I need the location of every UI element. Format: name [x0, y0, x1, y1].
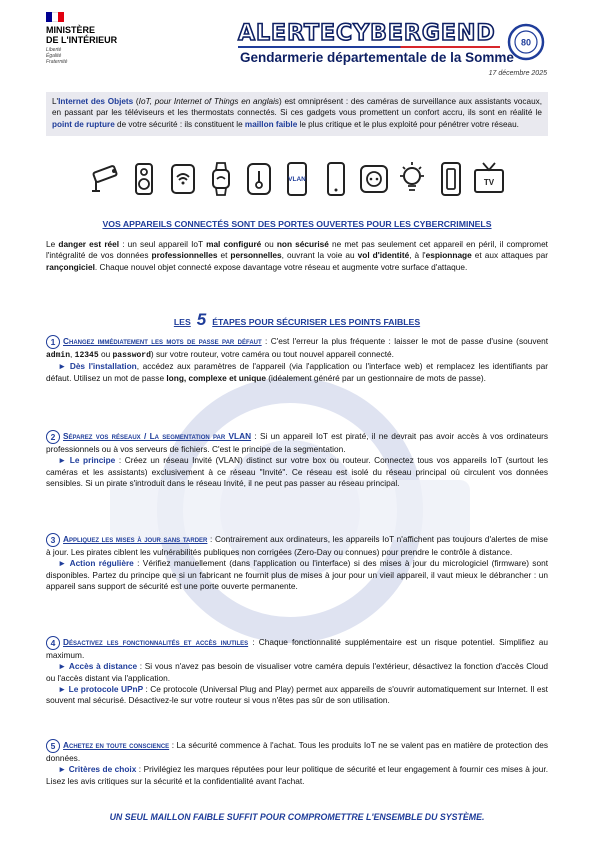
bold-text: Le principe [69, 455, 116, 466]
text: , accédez aux paramètres de l'appareil (via l'application ou l'interface web) et remplacez les identifiants par défaut. Utilisez un mot de passe [46, 361, 548, 383]
arrow-icon: ► [58, 455, 70, 466]
bold-text: vol d'identité [357, 250, 410, 261]
camera-icon [90, 161, 122, 197]
smartphone-icon [320, 161, 352, 197]
default-password: password [112, 351, 151, 360]
bold-text: Le protocole UPnP [68, 683, 144, 694]
text: , à l' [409, 250, 426, 261]
intro-text: L' [52, 97, 59, 106]
text: : La sécurité commence à l'achat. Tous les produits IoT ne se valent pas en matière de protection des données. [46, 740, 548, 763]
speaker-icon [128, 161, 160, 197]
steps-title-pre: LES [173, 317, 191, 327]
french-flag-icon [46, 12, 64, 22]
bold-text: espionnage [425, 250, 472, 261]
step-detail [46, 361, 548, 384]
step-heading: Changez immédiatement les mots de passe par défaut [63, 336, 262, 346]
default-password: admin [46, 351, 71, 360]
text: , ouvrant la voie au [281, 250, 358, 261]
arrow-icon: ► [58, 683, 69, 694]
thermostat-icon [243, 161, 275, 197]
socket-icon [358, 161, 390, 197]
text: : Créez un réseau Invité (VLAN) distinct sur votre box ou routeur. Connectez tous vos appareils IoT (surtout les caméras et les assistants) exclusivement à ce réseau "Invité". Ce réseau est isolé du réseau principal où circulent vos données sensibles. Si un pirate s'introduit dans le réseau Invité, il ne peut pas passer au réseau principal. [46, 455, 548, 488]
step-detail [46, 455, 548, 489]
intro-text: de votre sécurité : ils constituent le [114, 119, 245, 129]
bold-text: rançongiciel [46, 261, 95, 272]
switch-icon [435, 161, 467, 197]
section-title-threats: VOS APPAREILS CONNECTÉS SONT DES PORTES OUVERTES POUR LES CYBERCRIMINELS [102, 219, 492, 229]
ministry-title: MINISTÈRE DE L'INTÉRIEUR [46, 25, 118, 45]
bold-text: Dès l'installation [69, 361, 137, 372]
step-number: 4 [46, 636, 60, 650]
bold-text: long, complexe et unique [166, 372, 266, 383]
tv-icon [473, 161, 505, 197]
step-3 [46, 533, 548, 592]
intro-bold: point de rupture [52, 119, 115, 129]
flag-red [58, 12, 64, 22]
intro-bold: maillon faible [244, 119, 298, 129]
step-number: 1 [46, 335, 60, 349]
intro-bold: Internet des Objets [58, 97, 134, 106]
arrow-icon: ► [58, 661, 69, 672]
text: et aux attaques par [471, 250, 548, 261]
text: : Si vous n'avez pas besoin de visualiser votre caméra depuis l'extérieur, désactivez la fonction d'accès Cloud ou l'accès distant via l'application. [46, 661, 548, 683]
text: : Vérifiez manuellement (dans l'application ou l'interface) si des mises à jour du micrologiciel (firmware) sont disponibles. Partez du principe que si un fabricant ne fournit plus de mises à jour pour un vieil appareil, il vaut mieux le débrancher : un appareil sans support de sécurité est une porte ouverte permanente. [46, 558, 548, 591]
step-2 [46, 430, 548, 489]
step-detail [46, 558, 548, 592]
steps-title-post: ÉTAPES POUR SÉCURISER LES POINTS FAIBLES [212, 317, 421, 327]
arrow-icon: ► [58, 558, 70, 569]
text: : Privilégiez les marques réputées pour leur politique de sécurité et leur engagement à fournir ces mises à jour. Lisez les avis critiques sur la sécurité et la confidentialité avant l'achat. [46, 764, 548, 786]
bold-text: non sécurisé [276, 239, 329, 249]
threats-paragraph [46, 239, 548, 273]
footer-slogan: UN SEUL MAILLON FAIBLE SUFFIT POUR COMPROMETTRE L'ENSEMBLE DU SYSTÈME. [109, 812, 485, 822]
republic-motto: Liberté Égalité Fraternité [46, 47, 68, 65]
step-number: 5 [46, 739, 60, 753]
intro-text: ) est omniprésent : des caméras de surveillance aux assistants vocaux, en passant par les téléviseurs et les thermostats connectés. Si ces gadgets vous promettent un confort accru, ils sont en réalité le [52, 97, 543, 118]
text: ou [261, 239, 277, 249]
text: : Chaque fonctionnalité supplémentaire est un risque potentiel. Simplifiez au maximum. [46, 637, 548, 660]
step-detail [46, 764, 548, 787]
step-number: 3 [46, 533, 60, 547]
bold-text: Critères de choix [68, 764, 137, 775]
step-number: 2 [46, 430, 60, 444]
logo-subtitle: Gendarmerie départementale de la Somme [240, 50, 514, 65]
text: . Chaque nouvel objet connecté expose davantage votre réseau et augmente votre surface d'attaque. [94, 261, 468, 272]
intro-text: le plus critique et le plus exploité pour pénétrer votre réseau. [297, 119, 519, 129]
alertecybergend-logo: ALERTECYBERGEND [238, 21, 496, 46]
step-heading: Achetez en toute conscience [63, 740, 170, 750]
iot-icons-row [90, 158, 505, 200]
step-detail [46, 684, 548, 707]
step-heading: Appliquez les mises à jour sans tarder [63, 534, 208, 544]
section-title-steps [46, 310, 548, 330]
text: et [217, 250, 231, 261]
bold-text: danger est réel [58, 239, 120, 249]
steps-title-number: 5 [196, 310, 207, 329]
step-heading: Séparez vos réseaux / La segmentation par VLAN [63, 431, 252, 441]
default-password: 12345 [74, 351, 99, 360]
bold-text: Action régulière [69, 558, 134, 569]
text: : C'est l'erreur la plus fréquente : laisser le mot de passe d'usine (souvent [261, 336, 548, 346]
text: , [70, 349, 75, 359]
text: ) sur votre routeur, votre caméra ou tout nouvel appareil connecté. [150, 349, 394, 359]
step-5 [46, 739, 548, 787]
intro-box [46, 92, 548, 136]
router-icon [167, 161, 199, 197]
gendarmerie-watermark-icon [90, 360, 490, 660]
text: Le [46, 239, 59, 249]
logo-underline [238, 46, 500, 48]
arrow-icon: ► [58, 764, 69, 775]
badge-number: 80 [520, 37, 532, 48]
text: : un seul appareil IoT [119, 239, 207, 249]
text: (idéalement généré par un gestionnaire de mots de passe). [265, 372, 486, 383]
text: ou [98, 349, 113, 359]
step-detail [46, 661, 548, 684]
intro-text: ( [133, 97, 139, 106]
smartwatch-icon [205, 161, 237, 197]
text: : Si un appareil IoT est piraté, il ne devrait pas avoir accès à vos ordinateurs professionnels ou à vos serveurs de fichiers. C'est le principe de la segmentation. [46, 431, 548, 454]
text: ne met pas seulement cet appareil en péril, il compromet l'intégralité de vos données [46, 239, 548, 261]
bulb-icon [396, 161, 428, 197]
bold-text: professionnelles [151, 250, 218, 261]
arrow-icon: ► [58, 361, 70, 372]
step-heading: Désactivez les fonctionnalités et accès inutiles [63, 637, 249, 647]
step-4 [46, 636, 548, 706]
document-date: 17 décembre 2025 [488, 70, 547, 77]
vlan-label: VLAN [288, 176, 307, 183]
bold-text: Accès à distance [68, 661, 138, 672]
step-1 [46, 335, 548, 384]
ministry-block [46, 12, 166, 65]
tv-label: TV [483, 178, 495, 187]
intro-italic: IoT, pour Internet of Things en anglais [138, 97, 279, 106]
bold-text: personnelles [230, 250, 282, 261]
text: : Ce protocole (Universal Plug and Play) permet aux appareils de s'ouvrir automatiquement sur Internet. Il est souvent mal sécurisé. Désactivez-le sur votre routeur si vous n'êtes pas sûr de son utilisation. [46, 683, 548, 706]
bold-text: mal configuré [206, 239, 262, 249]
vlan-phone-icon [281, 161, 313, 197]
text: : Contrairement aux ordinateurs, les appareils IoT n'affichent pas toujours d'alertes de mise à jour. Les pirates ciblent les vulnérabilités publiques non corrigées (Zero-Day ou connues) pour prendre le contrôle à distance. [46, 534, 548, 557]
